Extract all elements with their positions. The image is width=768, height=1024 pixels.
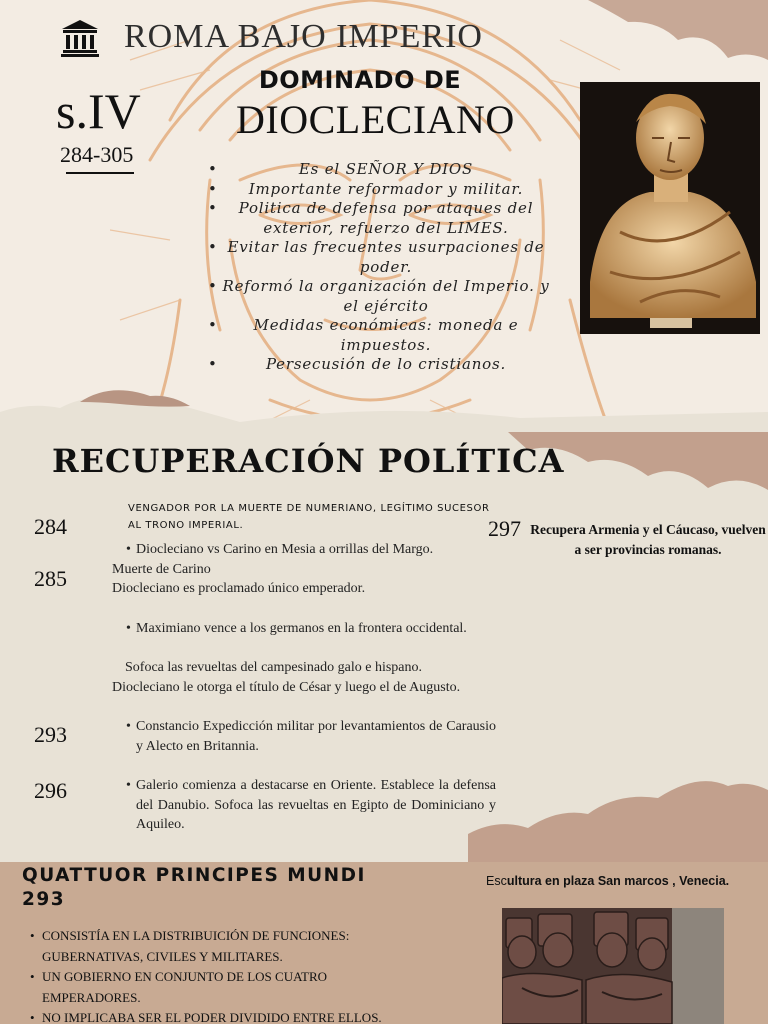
year-285: 285 [34, 566, 67, 591]
list-item: • Importante reformador y militar. [200, 180, 552, 200]
year-297: 297 [488, 516, 521, 541]
bullet-dot: • [126, 542, 131, 557]
section-title: RECUPERACIÓN POLÍTICA [52, 442, 565, 480]
event-maximiano-text: Maximiano vence a los germanos en la frontera occidental. [136, 621, 467, 636]
tetrarchs-sculpture-image [502, 908, 724, 1024]
event-284-text: Diocleciano vs Carino en Mesia a orrillas del Margo. [136, 542, 434, 557]
bullet-dot: • [126, 719, 131, 734]
event-293-text: Constancio Expedicción militar por levantamientos de Carausio y Alecto en Britannia. [136, 719, 496, 754]
quattuor-year: 293 [22, 889, 66, 910]
subtitle-diocleciano: DIOCLECIANO [236, 97, 515, 142]
page-title: ROMA BAJO IMPERIO [124, 18, 483, 55]
bullet-dot: • [126, 621, 131, 636]
note-284 [128, 500, 490, 534]
list-item: • Reformó la organización del Imperio. y el ejército [200, 277, 552, 316]
subtitle-dominado: DOMINADO DE [258, 66, 462, 94]
sculpture-caption [486, 874, 729, 888]
list-item: • NO IMPLICABA SER EL PODER DIVIDIDO ENTRE ELLOS. [30, 1008, 390, 1024]
quattuor-title: QUATTUOR PRINCIPES MUNDI [22, 865, 366, 886]
caption-bold: ultura en plaza San marcos , Venecia. [506, 874, 730, 888]
quattuor-section [0, 862, 768, 1024]
list-item: • Persecusión de lo cristianos. [200, 355, 552, 375]
note-284-line-2: AL TRONO IMPERIAL. [128, 520, 244, 531]
note-284-line-1: VENGADOR POR LA MUERTE DE NUMERIANO, LEGÍTIMO SUCESOR [128, 503, 490, 514]
event-285-line-2: Diocleciano es proclamado único emperador. [112, 581, 366, 596]
header-section [0, 0, 768, 432]
event-296-text: Galerio comienza a destacarse en Oriente. Establece la defensa del Danubio. Sofoca las revueltas en Egipto de Dominiciano y Aquileo. [136, 778, 496, 832]
list-item: • Es el SEÑOR Y DIOS [200, 160, 552, 180]
year-293: 293 [34, 722, 67, 747]
event-297: Recupera Armenia y el Cáucaso, vuelven a ser provincias romanas. [530, 522, 766, 557]
event-maximiano-line-2: Sofoca las revueltas del campesinado galo e hispano. [125, 660, 423, 675]
event-maximiano-line-3: Diocleciano le otorga el título de César y luego el de Augusto. [112, 680, 461, 695]
diocletian-bust-image [580, 82, 760, 334]
event-293 [126, 717, 496, 756]
torn-paper-bottom [0, 372, 768, 432]
reign-years: 284-305 [60, 142, 134, 167]
century-label: s.IV [56, 83, 141, 139]
list-item: • UN GOBIERNO EN CONJUNTO DE LOS CUATRO EMPERADORES. [30, 967, 390, 1008]
event-284 [126, 540, 496, 560]
torn-paper-top [568, 0, 768, 80]
event-285-line-1: Muerte de Carino [112, 562, 211, 577]
bullet-dot: • [126, 778, 131, 793]
year-296: 296 [34, 778, 67, 803]
characteristics-list [200, 160, 552, 375]
list-item: • Evitar las frecuentes usurpaciones de poder. [200, 238, 552, 277]
years-underline [66, 172, 134, 174]
list-item: • Politica de defensa por ataques del exterior, refuerzo del LIMES. [200, 199, 552, 238]
event-296 [126, 776, 496, 835]
torn-paper-mid-bottom [468, 772, 768, 862]
list-item: • CONSISTÍA EN LA DISTRIBUICIÓN DE FUNCIONES: GUBERNATIVAS, CIVILES Y MILITARES. [30, 926, 390, 967]
quattuor-heading [22, 864, 366, 912]
list-item: • Medidas económicas: moneda e impuestos. [200, 316, 552, 355]
event-maximiano [126, 619, 496, 639]
year-284: 284 [34, 514, 67, 539]
quattuor-list [30, 926, 390, 1024]
recuperacion-section [0, 432, 768, 862]
caption-prefix: Esc [486, 874, 507, 888]
temple-icon [60, 18, 100, 58]
